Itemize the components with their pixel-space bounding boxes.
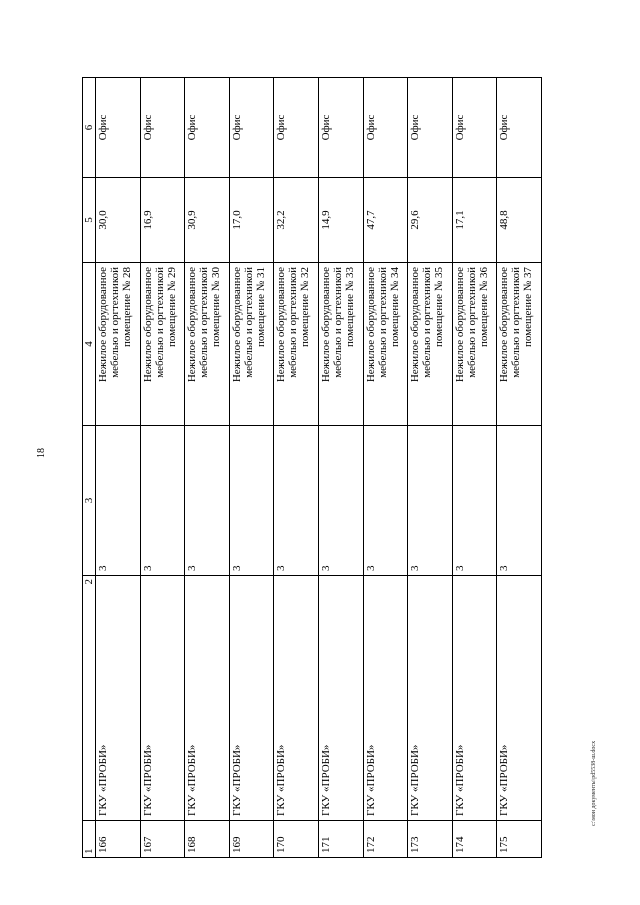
organization-cell: ГКУ «ПРОБИ»: [318, 576, 363, 821]
description-cell: Нежилое оборудованное мебелью и оргтехникой помещение № 30: [185, 263, 230, 426]
quantity-cell: 3: [408, 426, 453, 576]
organization-cell: ГКУ «ПРОБИ»: [408, 576, 453, 821]
purpose-cell: Офис: [363, 78, 408, 178]
description-cell: Нежилое оборудованное мебелью и оргтехникой помещение № 34: [363, 263, 408, 426]
description-cell: Нежилое оборудованное мебелью и оргтехникой помещение № 31: [229, 263, 274, 426]
description-cell: Нежилое оборудованное мебелью и оргтехникой помещение № 37: [497, 263, 542, 426]
row-number: 168: [185, 821, 230, 858]
description-cell: Нежилое оборудованное мебелью и оргтехникой помещение № 35: [408, 263, 453, 426]
organization-cell: ГКУ «ПРОБИ»: [96, 576, 141, 821]
area-cell: 30,9: [185, 178, 230, 263]
row-number: 173: [408, 821, 453, 858]
organization-cell: ГКУ «ПРОБИ»: [363, 576, 408, 821]
description-cell: Нежилое оборудованное мебелью и оргтехникой помещение № 29: [140, 263, 185, 426]
header-col-3: 3: [83, 426, 96, 576]
header-col-4: 4: [83, 263, 96, 426]
area-cell: 17,1: [452, 178, 497, 263]
quantity-cell: 3: [452, 426, 497, 576]
purpose-cell: Офис: [318, 78, 363, 178]
organization-cell: ГКУ «ПРОБИ»: [185, 576, 230, 821]
organization-cell: ГКУ «ПРОБИ»: [140, 576, 185, 821]
table-row: [140, 78, 185, 858]
purpose-cell: Офис: [497, 78, 542, 178]
row-number: 172: [363, 821, 408, 858]
quantity-cell: 3: [363, 426, 408, 576]
table-row: [408, 78, 453, 858]
organization-cell: ГКУ «ПРОБИ»: [497, 576, 542, 821]
purpose-cell: Офис: [185, 78, 230, 178]
area-cell: 48,8: [497, 178, 542, 263]
quantity-cell: 3: [229, 426, 274, 576]
quantity-cell: 3: [96, 426, 141, 576]
quantity-cell: 3: [185, 426, 230, 576]
row-number: 175: [497, 821, 542, 858]
purpose-cell: Офис: [140, 78, 185, 178]
table-row: [452, 78, 497, 858]
area-cell: 30,0: [96, 178, 141, 263]
organization-cell: ГКУ «ПРОБИ»: [229, 576, 274, 821]
purpose-cell: Офис: [408, 78, 453, 178]
property-table-wrapper: [82, 78, 542, 858]
property-table: [82, 77, 542, 858]
page-number: 18: [36, 448, 47, 458]
row-number: 167: [140, 821, 185, 858]
quantity-cell: 3: [140, 426, 185, 576]
area-cell: 16,9: [140, 178, 185, 263]
description-cell: Нежилое оборудованное мебелью и оргтехникой помещение № 32: [274, 263, 319, 426]
quantity-cell: 3: [274, 426, 319, 576]
area-cell: 29,6: [408, 178, 453, 263]
quantity-cell: 3: [318, 426, 363, 576]
row-number: 169: [229, 821, 274, 858]
purpose-cell: Офис: [96, 78, 141, 178]
area-cell: 14,9: [318, 178, 363, 263]
table-row: [229, 78, 274, 858]
table-row: [274, 78, 319, 858]
header-col-1: 1: [83, 821, 96, 858]
table-header-row: [83, 78, 96, 858]
footer-file-path: c:\мои документы\pd5538-ш.docx: [591, 740, 597, 826]
description-cell: Нежилое оборудованное мебелью и оргтехникой помещение № 33: [318, 263, 363, 426]
purpose-cell: Офис: [452, 78, 497, 178]
purpose-cell: Офис: [274, 78, 319, 178]
description-cell: Нежилое оборудованное мебелью и оргтехникой помещение № 28: [96, 263, 141, 426]
table-row: [363, 78, 408, 858]
area-cell: 32,2: [274, 178, 319, 263]
area-cell: 47,7: [363, 178, 408, 263]
table-row: [96, 78, 141, 858]
row-number: 171: [318, 821, 363, 858]
purpose-cell: Офис: [229, 78, 274, 178]
table-row: [185, 78, 230, 858]
organization-cell: ГКУ «ПРОБИ»: [274, 576, 319, 821]
header-col-2: 2: [83, 576, 96, 821]
organization-cell: ГКУ «ПРОБИ»: [452, 576, 497, 821]
row-number: 166: [96, 821, 141, 858]
header-col-6: 6: [83, 78, 96, 178]
description-cell: Нежилое оборудованное мебелью и оргтехникой помещение № 36: [452, 263, 497, 426]
quantity-cell: 3: [497, 426, 542, 576]
table-row: [497, 78, 542, 858]
table-row: [318, 78, 363, 858]
row-number: 170: [274, 821, 319, 858]
header-col-5: 5: [83, 178, 96, 263]
area-cell: 17,0: [229, 178, 274, 263]
row-number: 174: [452, 821, 497, 858]
